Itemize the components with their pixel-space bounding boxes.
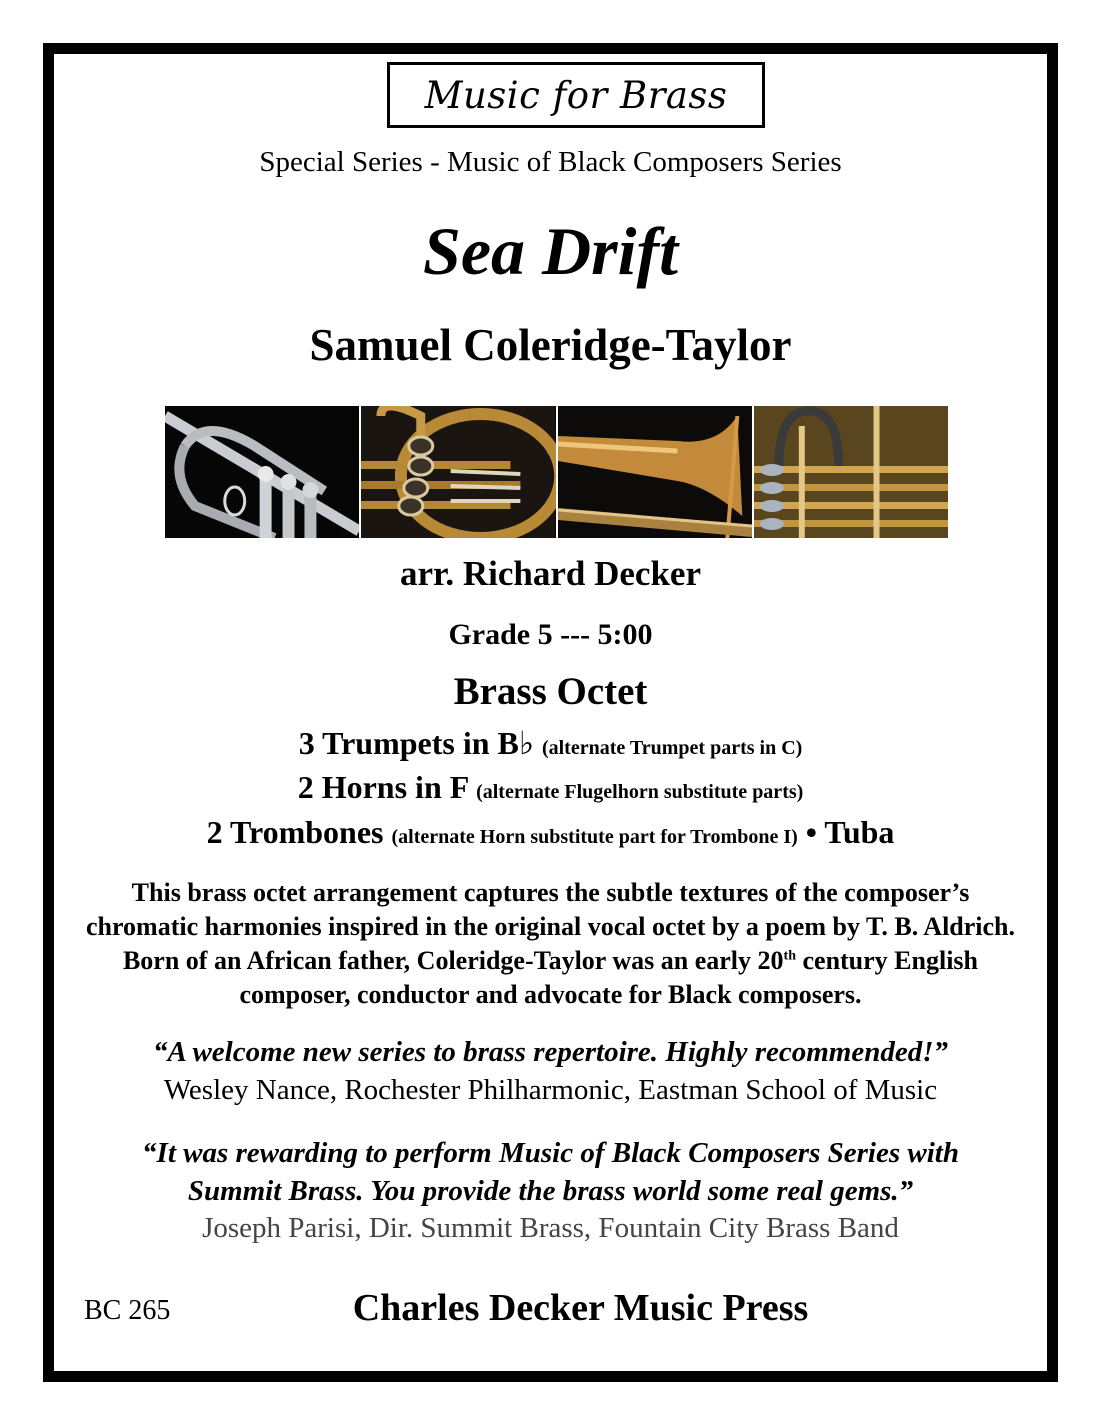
subseries-label: Special Series - Music of Black Composers Series [259, 146, 842, 178]
series-logo: Music for Brass [424, 73, 728, 117]
testimonial-quote-1: “A welcome new series to brass repertoire. Highly recommended!” [152, 1036, 949, 1068]
horn-photo [361, 406, 555, 538]
cover-frame [43, 43, 1058, 1382]
trumpet-photo [165, 406, 359, 538]
instrument-note: (alternate Flugelhorn substitute parts) [476, 781, 804, 803]
instrument-main: 2 Trombones [206, 814, 392, 850]
instrumentation-line-trumpets [54, 724, 1047, 762]
work-title: Sea Drift [423, 213, 678, 289]
description-text-end: century English composer, conductor and advocate for Black composers. [239, 946, 979, 1009]
testimonial-quote-2: “It was rewarding to perform Music of Black Composers Series with Summit Brass. You provide the brass world some real gems.” [142, 1137, 959, 1207]
instrument-main: 2 Horns in F [297, 769, 477, 805]
instrumentation-line-trombones-tuba [54, 814, 1047, 851]
instrument-main: 3 Trumpets in B♭ [298, 725, 542, 761]
description-text: This brass octet arrangement captures the subtle textures of the composer’s chromatic harmonies inspired in the original vocal octet by a poem by T. B. Aldrich. Born of an African father, Coleridge-Taylor was an early 20 [85, 878, 1016, 975]
trombone-photo [558, 406, 752, 538]
catalog-number: BC 265 [84, 1295, 171, 1326]
testimonial-attribution-1: Wesley Nance, Rochester Philharmonic, Eastman School of Music [163, 1074, 938, 1106]
ensemble-type: Brass Octet [453, 670, 648, 713]
instrument-note: (alternate Horn substitute part for Trombone I) [391, 826, 798, 848]
tuba-photo [754, 406, 948, 538]
instrument-photo-strip [165, 406, 948, 538]
testimonial-attribution-2: Joseph Parisi, Dir. Summit Brass, Fountain City Brass Band [202, 1212, 899, 1244]
arranger-credit: arr. Richard Decker [400, 554, 701, 593]
publisher-name: Charles Decker Music Press [352, 1287, 809, 1329]
description-paragraph [74, 876, 1027, 1012]
instrumentation-line-horns [54, 769, 1047, 806]
grade-duration: Grade 5 --- 5:00 [448, 618, 653, 651]
ordinal-suffix: th [783, 948, 796, 964]
series-logo-box [387, 62, 765, 128]
composer-name: Samuel Coleridge-Taylor [309, 320, 792, 370]
instrument-note: (alternate Trumpet parts in C) [541, 737, 803, 759]
instrument-suffix: • Tuba [797, 814, 895, 850]
